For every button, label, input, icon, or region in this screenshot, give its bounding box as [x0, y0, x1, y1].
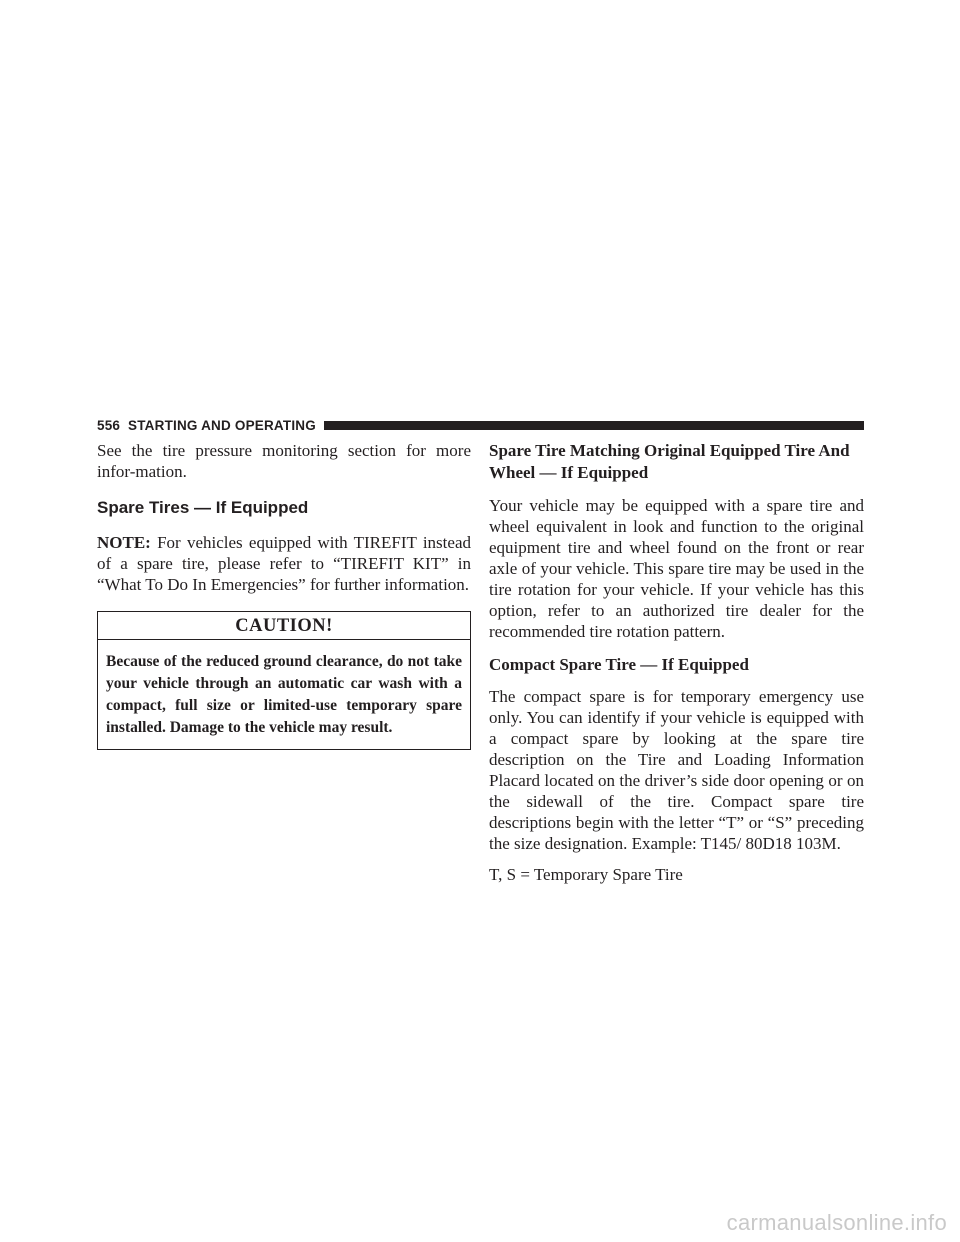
intro-paragraph: See the tire pressure monitoring section for more infor-mation. [97, 441, 471, 481]
header-label [97, 418, 324, 434]
watermark: carmanualsonline.info [726, 1210, 947, 1235]
note-paragraph [97, 532, 471, 595]
note-label: NOTE: [97, 533, 151, 552]
compact-spare-heading: Compact Spare Tire — If Equipped [489, 655, 749, 674]
spare-tires-heading: Spare Tires — If Equipped [97, 498, 309, 517]
compact-spare-paragraph: The compact spare is for temporary emergency use only. You can identify if your vehicle is equipped with a compact spare by looking at the spare tire description on the Tire and Loading Information Placard located on the driver’s side door opening or on the sidewall of the tire. Compact spare tire descriptions begin with the letter “T” or “S” preceding the size designation. Example: T145/ 80D18 103M. [489, 687, 864, 853]
page-number: 556 [97, 418, 121, 433]
definition-line: T, S = Temporary Spare Tire [489, 865, 683, 884]
matching-spare-paragraph: Your vehicle may be equipped with a spare tire and wheel equivalent in look and function to the original equipment tire and wheel found on the front or rear axle of your vehicle. This spare tire may be used in the tire rotation for your vehicle. If your vehicle has this option, refer to an authorized tire dealer for the recommended tire rotation pattern. [489, 496, 864, 641]
header-rule [297, 421, 864, 430]
running-header [97, 418, 864, 434]
note-text: For vehicles equipped with TIREFIT instead of a spare tire, please refer to “TIREFIT KIT” in “What To Do In Emergencies” for further information. [97, 533, 471, 594]
left-column [97, 440, 471, 750]
caution-text: Because of the reduced ground clearance, do not take your vehicle through an automatic car wash with a compact, full size or limited-use temporary spare installed. Damage to the vehicle may result. [106, 653, 462, 736]
caution-title: CAUTION! [98, 612, 470, 640]
section-title: STARTING AND OPERATING [128, 418, 316, 433]
matching-spare-heading: Spare Tire Matching Original Equipped Tire And Wheel — If Equipped [489, 441, 850, 482]
caution-box [97, 611, 471, 750]
right-column [489, 440, 864, 885]
